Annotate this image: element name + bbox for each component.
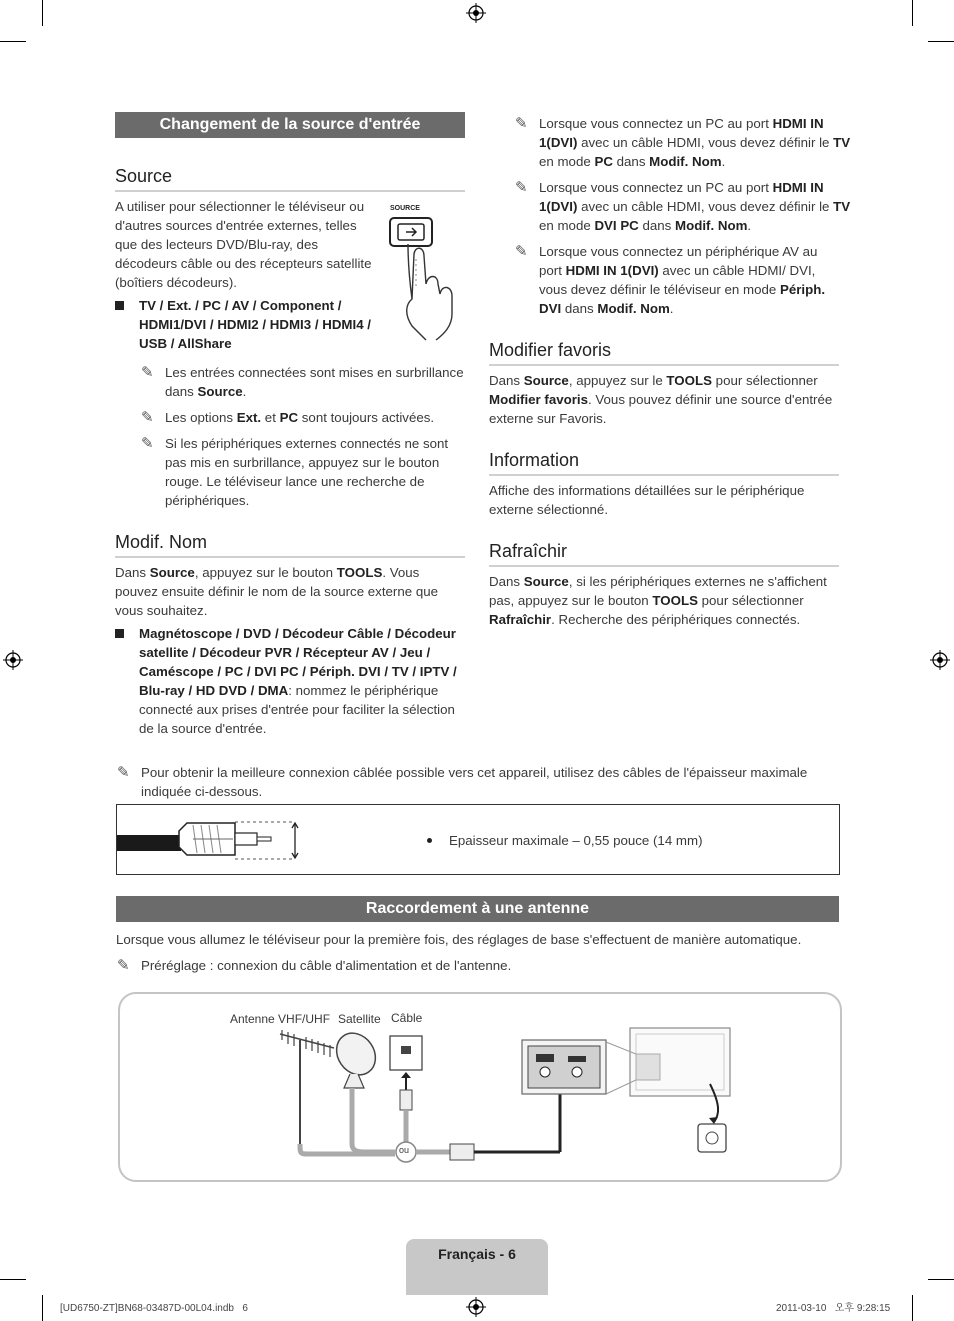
- t: .: [721, 154, 726, 169]
- note-text: Préréglage : connexion du câble d'alimentation et de l'antenne.: [141, 958, 512, 973]
- rafraichir-paragraph: [489, 572, 829, 629]
- crop-mark: [42, 1295, 43, 1321]
- t: Modif. Nom: [597, 301, 670, 316]
- text-bold: TOOLS: [336, 565, 383, 580]
- pen-note-icon: ✎: [141, 364, 154, 381]
- t: dans: [612, 154, 650, 169]
- pen-note-icon: ✎: [141, 409, 154, 426]
- t: Source: [523, 574, 569, 589]
- t: , appuyez sur le: [568, 373, 667, 388]
- bullet-dot-icon: [427, 838, 432, 843]
- t: avec un câble HDMI/ DVI, vous devez définir le téléviseur en mode: [539, 263, 816, 297]
- t: .: [747, 218, 752, 233]
- t: dans: [561, 301, 598, 316]
- favoris-paragraph: [489, 371, 835, 428]
- t: Lorsque vous connectez un périphérique AV au port: [539, 244, 818, 278]
- t: Dans: [489, 373, 524, 388]
- registration-mark-icon: [3, 650, 23, 670]
- t: TV: [833, 199, 851, 214]
- cable-spec-text: Epaisseur maximale – 0,55 pouce (14 mm): [449, 833, 703, 848]
- antenna-intro: Lorsque vous allumez le téléviseur pour la première fois, des réglages de base s'effectuent de manière automatique.: [116, 932, 802, 947]
- remote-hand-icon: [386, 214, 466, 342]
- device-names: Magnétoscope / DVD / Décodeur Câble / Décodeur satellite / Décodeur PVR / Récepteur AV / Jeu / Caméscope / PC / DVI PC / Périph. DVI / TV / IPTV / Blu-ray / HD DVD / DMA: [139, 626, 457, 698]
- crop-mark: [0, 41, 26, 42]
- note-red-button: [141, 434, 471, 510]
- note-text: .: [242, 384, 247, 399]
- satellite-dish-icon: [329, 1026, 395, 1152]
- pen-note-icon: ✎: [117, 764, 130, 781]
- pen-note-icon: ✎: [515, 179, 528, 196]
- t: PC: [594, 154, 613, 169]
- text: , appuyez sur le bouton: [194, 565, 337, 580]
- source-intro: A utiliser pour sélectionner le téléviseur ou d'autres sources d'entrée externes, telles que des lecteurs DVD/Blu-ray, des décodeurs câble ou des récepteurs satellite (boîtiers décodeurs).: [115, 199, 372, 290]
- footer-date-info: 2011-03-10 오후 9:28:15: [776, 1303, 891, 1314]
- t: HDMI IN 1(DVI): [539, 116, 824, 150]
- t: DVI PC: [594, 218, 639, 233]
- note-options-active: [141, 408, 475, 427]
- pen-note-icon: ✎: [141, 435, 154, 452]
- source-list: TV / Ext. / PC / AV / Component / HDMI1/DVI / HDMI2 / HDMI3 / HDMI4 / USB / AllShare: [139, 298, 371, 351]
- note-text: Pour obtenir la meilleure connexion câblée possible vers cet appareil, utilisez des câbles de l'épaisseur maximale indiquée ci-dessous.: [141, 765, 808, 799]
- t: .: [669, 301, 674, 316]
- t: TOOLS: [666, 373, 712, 388]
- bullet-square-icon: [115, 629, 124, 638]
- t: TV: [833, 135, 851, 150]
- crop-mark: [42, 0, 43, 26]
- crop-mark: [928, 41, 954, 42]
- information-paragraph: Affiche des informations détaillées sur le périphérique externe sélectionné.: [489, 483, 805, 517]
- crop-mark: [912, 0, 913, 26]
- note-text: Les entrées connectées sont mises en surbrillance dans: [165, 365, 464, 399]
- pen-note-icon: ✎: [515, 243, 528, 260]
- footer-file-info: [UD6750-ZT]BN68-03487D-00L04.indb 6: [60, 1303, 248, 1314]
- note-text: sont toujours activées.: [298, 410, 435, 425]
- pen-note-icon: ✎: [515, 115, 528, 132]
- wall-socket-icon: [390, 1036, 422, 1144]
- note-hdmi-dvi-pc: [515, 178, 851, 235]
- bullet-square-icon: [115, 301, 124, 310]
- crop-mark: [928, 1279, 954, 1280]
- source-list-bullet: [115, 296, 389, 353]
- note-preset: [117, 956, 841, 975]
- note-highlighted-inputs: [141, 363, 465, 401]
- crop-mark: [912, 1295, 913, 1321]
- t: . Recherche des périphériques connectés.: [551, 612, 801, 627]
- heading-modif-nom: Modif. Nom: [115, 532, 465, 558]
- note-text: Si les périphériques externes connectés ne sont pas mis en surbrillance, appuyez sur le bouton rouge. Le téléviseur lance une recherche de périphériques.: [165, 436, 449, 508]
- t: Dans: [489, 574, 524, 589]
- registration-mark-icon: [930, 650, 950, 670]
- t: . Vous pouvez définir une source d'entrée externe sur Favoris.: [489, 392, 833, 426]
- note-bold: Source: [197, 384, 243, 399]
- heading-information: Information: [489, 450, 839, 476]
- t: avec un câble HDMI, vous devez définir le: [577, 199, 834, 214]
- t: dans: [638, 218, 676, 233]
- registration-mark-icon: [466, 1297, 486, 1317]
- section-banner-antenna: Raccordement à une antenne: [116, 896, 839, 922]
- text: Dans: [115, 565, 150, 580]
- t: Modif. Nom: [649, 154, 722, 169]
- remote-source-label: SOURCE: [390, 205, 420, 212]
- t: HDMI IN 1(DVI): [565, 263, 659, 278]
- note-bold: PC: [279, 410, 299, 425]
- text-bold: Source: [149, 565, 195, 580]
- modif-paragraph: [115, 563, 461, 620]
- t: Lorsque vous connectez un PC au port: [539, 116, 773, 131]
- heading-modifier-favoris: Modifier favoris: [489, 340, 839, 366]
- label-cable: Câble: [391, 1011, 423, 1025]
- t: Source: [523, 373, 569, 388]
- note-hdmi-av: [515, 242, 839, 318]
- cable-spec-box: [116, 804, 840, 875]
- t: en mode: [539, 218, 595, 233]
- crop-mark: [0, 1279, 26, 1280]
- t: TOOLS: [652, 593, 698, 608]
- text: . Vous pouvez ensuite définir le nom de la source externe que vous souhaitez.: [115, 565, 439, 618]
- note-bold: Ext.: [236, 410, 262, 425]
- label-vhf-uhf: Antenne VHF/UHF: [230, 1012, 331, 1026]
- label-satellite: Satellite: [338, 1012, 381, 1026]
- note-cable-thickness: [117, 763, 841, 801]
- t: pour sélectionner: [697, 593, 804, 608]
- t: HDMI IN 1(DVI): [539, 180, 824, 214]
- cable-spec: [427, 831, 703, 850]
- note-hdmi-pc: [515, 114, 851, 171]
- t: en mode: [539, 154, 595, 169]
- antenna-diagram: [118, 992, 842, 1182]
- device-names-bullet: [115, 624, 461, 738]
- pen-note-icon: ✎: [117, 957, 130, 974]
- cable-plug-icon: [117, 805, 307, 874]
- note-text: Les options: [165, 410, 237, 425]
- t: Rafraîchir: [489, 612, 552, 627]
- t: Périph. DVI: [539, 282, 826, 316]
- t: , si les périphériques externes ne s'affichent pas, appuyez sur le bouton: [489, 574, 827, 608]
- note-text: et: [261, 410, 280, 425]
- t: pour sélectionner: [711, 373, 818, 388]
- registration-mark-icon: [466, 3, 486, 23]
- footer-page-label: Français - 6: [438, 1246, 516, 1262]
- t: Modif. Nom: [675, 218, 748, 233]
- t: Modifier favoris: [489, 392, 589, 407]
- section-banner-source-change: Changement de la source d'entrée: [115, 112, 465, 138]
- antenna-connection-diagram: [120, 994, 840, 1180]
- t: avec un câble HDMI, vous devez définir le: [577, 135, 834, 150]
- heading-rafraichir: Rafraîchir: [489, 541, 839, 567]
- label-ou: ou: [399, 1145, 410, 1155]
- text: : nommez le périphérique connecté aux prises d'entrée pour faciliter la sélection de la source d'entrée.: [139, 683, 455, 736]
- t: Lorsque vous connectez un PC au port: [539, 180, 773, 195]
- heading-source: Source: [115, 166, 465, 192]
